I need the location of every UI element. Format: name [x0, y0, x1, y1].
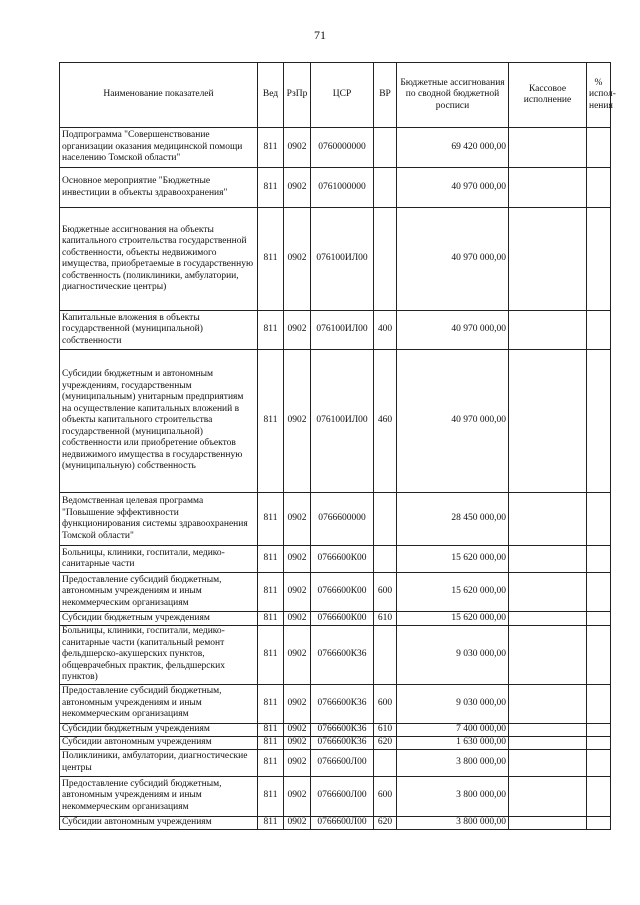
row-rzpr: 0902	[284, 684, 311, 723]
row-name: Субсидии бюджетным и автономным учреждениям, государственным (муниципальным) унитарным предприятиям на осуществление капитальных вложений в объекты капитального строительства государственной (муниципальной) собственности или приобретение объектов недвижимого имущества в государственную (муниципальную) собственность	[60, 350, 258, 493]
row-cash	[509, 350, 587, 493]
row-rzpr: 0902	[284, 546, 311, 573]
table-row	[60, 612, 611, 626]
row-ved: 811	[258, 168, 284, 208]
budget-table	[59, 62, 616, 830]
row-vr: 620	[374, 736, 397, 749]
row-percent	[587, 208, 611, 311]
table-row	[60, 749, 611, 776]
row-ved: 811	[258, 749, 284, 776]
row-percent	[587, 684, 611, 723]
row-vr	[374, 168, 397, 208]
row-name: Предоставление субсидий бюджетным, автономным учреждениям и иным некоммерческим организациям	[60, 684, 258, 723]
row-percent	[587, 749, 611, 776]
row-ved: 811	[258, 350, 284, 493]
row-csr: 076100ИЛ00	[311, 208, 374, 311]
row-ved: 811	[258, 612, 284, 626]
row-csr: 076100ИЛ00	[311, 350, 374, 493]
table-row	[60, 546, 611, 573]
row-rzpr: 0902	[284, 493, 311, 546]
row-vr: 600	[374, 573, 397, 612]
table-row	[60, 684, 611, 723]
row-cash	[509, 128, 587, 168]
row-amount: 15 620 000,00	[397, 612, 509, 626]
row-cash	[509, 311, 587, 350]
row-csr: 0766600К36	[311, 684, 374, 723]
row-vr	[374, 626, 397, 685]
row-percent	[587, 816, 611, 829]
header-rzpr: РзПр	[284, 63, 311, 128]
row-amount: 15 620 000,00	[397, 573, 509, 612]
row-rzpr: 0902	[284, 168, 311, 208]
row-csr: 0760000000	[311, 128, 374, 168]
row-vr: 460	[374, 350, 397, 493]
header-row	[60, 63, 611, 128]
table-row	[60, 816, 611, 829]
header-assignments: Бюджетные ассигнования по сводной бюджетной росписи	[397, 63, 509, 128]
row-vr	[374, 546, 397, 573]
row-ved: 811	[258, 546, 284, 573]
row-cash	[509, 546, 587, 573]
row-amount: 3 800 000,00	[397, 776, 509, 816]
row-name: Основное мероприятие "Бюджетные инвестиции в объекты здравоохранения"	[60, 168, 258, 208]
row-amount: 40 970 000,00	[397, 350, 509, 493]
row-rzpr: 0902	[284, 612, 311, 626]
row-amount: 28 450 000,00	[397, 493, 509, 546]
row-csr: 0766600Л00	[311, 776, 374, 816]
row-cash	[509, 749, 587, 776]
row-percent	[587, 736, 611, 749]
table-row	[60, 168, 611, 208]
row-csr: 0766600К00	[311, 546, 374, 573]
row-rzpr: 0902	[284, 776, 311, 816]
header-percent: % испол-нения	[587, 63, 611, 128]
row-ved: 811	[258, 736, 284, 749]
row-rzpr: 0902	[284, 736, 311, 749]
row-csr: 0766600К00	[311, 612, 374, 626]
row-ved: 811	[258, 573, 284, 612]
row-name: Предоставление субсидий бюджетным, автономным учреждениям и иным некоммерческим организациям	[60, 776, 258, 816]
row-vr: 600	[374, 776, 397, 816]
row-cash	[509, 493, 587, 546]
table-row	[60, 493, 611, 546]
header-vr: ВР	[374, 63, 397, 128]
row-rzpr: 0902	[284, 626, 311, 685]
row-cash	[509, 736, 587, 749]
row-rzpr: 0902	[284, 208, 311, 311]
row-vr: 610	[374, 612, 397, 626]
table-row	[60, 350, 611, 493]
row-percent	[587, 128, 611, 168]
row-vr: 620	[374, 816, 397, 829]
row-csr: 0766600К36	[311, 736, 374, 749]
row-cash	[509, 816, 587, 829]
row-vr	[374, 749, 397, 776]
row-csr: 0766600К00	[311, 573, 374, 612]
row-rzpr: 0902	[284, 723, 311, 736]
row-vr: 610	[374, 723, 397, 736]
row-cash	[509, 723, 587, 736]
row-name: Поликлиники, амбулатории, диагностические центры	[60, 749, 258, 776]
table-row	[60, 573, 611, 612]
row-vr	[374, 208, 397, 311]
header-csr: ЦСР	[311, 63, 374, 128]
row-amount: 40 970 000,00	[397, 208, 509, 311]
header-name: Наименование показателей	[60, 63, 258, 128]
row-amount: 3 800 000,00	[397, 816, 509, 829]
row-vr: 400	[374, 311, 397, 350]
table-row	[60, 776, 611, 816]
row-cash	[509, 573, 587, 612]
row-rzpr: 0902	[284, 350, 311, 493]
row-percent	[587, 168, 611, 208]
row-percent	[587, 493, 611, 546]
row-name: Капитальные вложения в объекты государственной (муниципальной) собственности	[60, 311, 258, 350]
row-ved: 811	[258, 626, 284, 685]
table-row	[60, 208, 611, 311]
row-rzpr: 0902	[284, 816, 311, 829]
row-percent	[587, 546, 611, 573]
row-rzpr: 0902	[284, 749, 311, 776]
row-ved: 811	[258, 816, 284, 829]
row-amount: 40 970 000,00	[397, 168, 509, 208]
row-cash	[509, 684, 587, 723]
row-percent	[587, 350, 611, 493]
row-csr: 0766600Л00	[311, 749, 374, 776]
header-ved: Вед	[258, 63, 284, 128]
row-vr: 600	[374, 684, 397, 723]
row-name: Предоставление субсидий бюджетным, автономным учреждениям и иным некоммерческим организациям	[60, 573, 258, 612]
row-name: Субсидии бюджетным учреждениям	[60, 612, 258, 626]
row-amount: 7 400 000,00	[397, 723, 509, 736]
row-amount: 9 030 000,00	[397, 684, 509, 723]
row-vr	[374, 493, 397, 546]
row-percent	[587, 612, 611, 626]
row-ved: 811	[258, 128, 284, 168]
row-cash	[509, 208, 587, 311]
row-amount: 9 030 000,00	[397, 626, 509, 685]
table-row	[60, 128, 611, 168]
row-ved: 811	[258, 493, 284, 546]
row-csr: 076100ИЛ00	[311, 311, 374, 350]
table-row	[60, 311, 611, 350]
row-cash	[509, 168, 587, 208]
row-rzpr: 0902	[284, 311, 311, 350]
row-csr: 0766600Л00	[311, 816, 374, 829]
row-amount: 40 970 000,00	[397, 311, 509, 350]
row-percent	[587, 723, 611, 736]
row-cash	[509, 612, 587, 626]
row-name: Ведомственная целевая программа "Повышение эффективности функционирования системы здравоохранения Томской области"	[60, 493, 258, 546]
row-amount: 69 420 000,00	[397, 128, 509, 168]
row-rzpr: 0902	[284, 573, 311, 612]
page-number: 71	[314, 28, 326, 42]
row-percent	[587, 311, 611, 350]
row-ved: 811	[258, 723, 284, 736]
row-name: Субсидии бюджетным учреждениям	[60, 723, 258, 736]
row-cash	[509, 626, 587, 685]
row-name: Бюджетные ассигнования на объекты капитального строительства государственной собственности, объекты недвижимого имущества, приобретаемые в государственную собственность (поликлиники, амбулатории, диагностические центры)	[60, 208, 258, 311]
row-ved: 811	[258, 208, 284, 311]
header-cash: Кассовое исполнение	[509, 63, 587, 128]
row-ved: 811	[258, 776, 284, 816]
row-name: Подпрограмма "Совершенствование организации оказания медицинской помощи населению Томской области"	[60, 128, 258, 168]
row-percent	[587, 776, 611, 816]
row-amount: 3 800 000,00	[397, 749, 509, 776]
table-row	[60, 736, 611, 749]
row-amount: 1 630 000,00	[397, 736, 509, 749]
row-percent	[587, 573, 611, 612]
table-row	[60, 626, 611, 685]
row-rzpr: 0902	[284, 128, 311, 168]
table-row	[60, 723, 611, 736]
row-name: Больницы, клиники, госпитали, медико-санитарные части	[60, 546, 258, 573]
row-percent	[587, 626, 611, 685]
row-csr: 0766600000	[311, 493, 374, 546]
row-name: Больницы, клиники, госпитали, медико-санитарные части (капитальный ремонт фельдшерско-акушерских пунктов, общеврачебных практик, фельдшерских пунктов)	[60, 626, 258, 685]
row-amount: 15 620 000,00	[397, 546, 509, 573]
row-csr: 0761000000	[311, 168, 374, 208]
row-name: Субсидии автономным учреждениям	[60, 816, 258, 829]
row-ved: 811	[258, 311, 284, 350]
row-vr	[374, 128, 397, 168]
row-ved: 811	[258, 684, 284, 723]
row-csr: 0766600К36	[311, 723, 374, 736]
row-name: Субсидии автономным учреждениям	[60, 736, 258, 749]
row-csr: 0766600К36	[311, 626, 374, 685]
row-cash	[509, 776, 587, 816]
